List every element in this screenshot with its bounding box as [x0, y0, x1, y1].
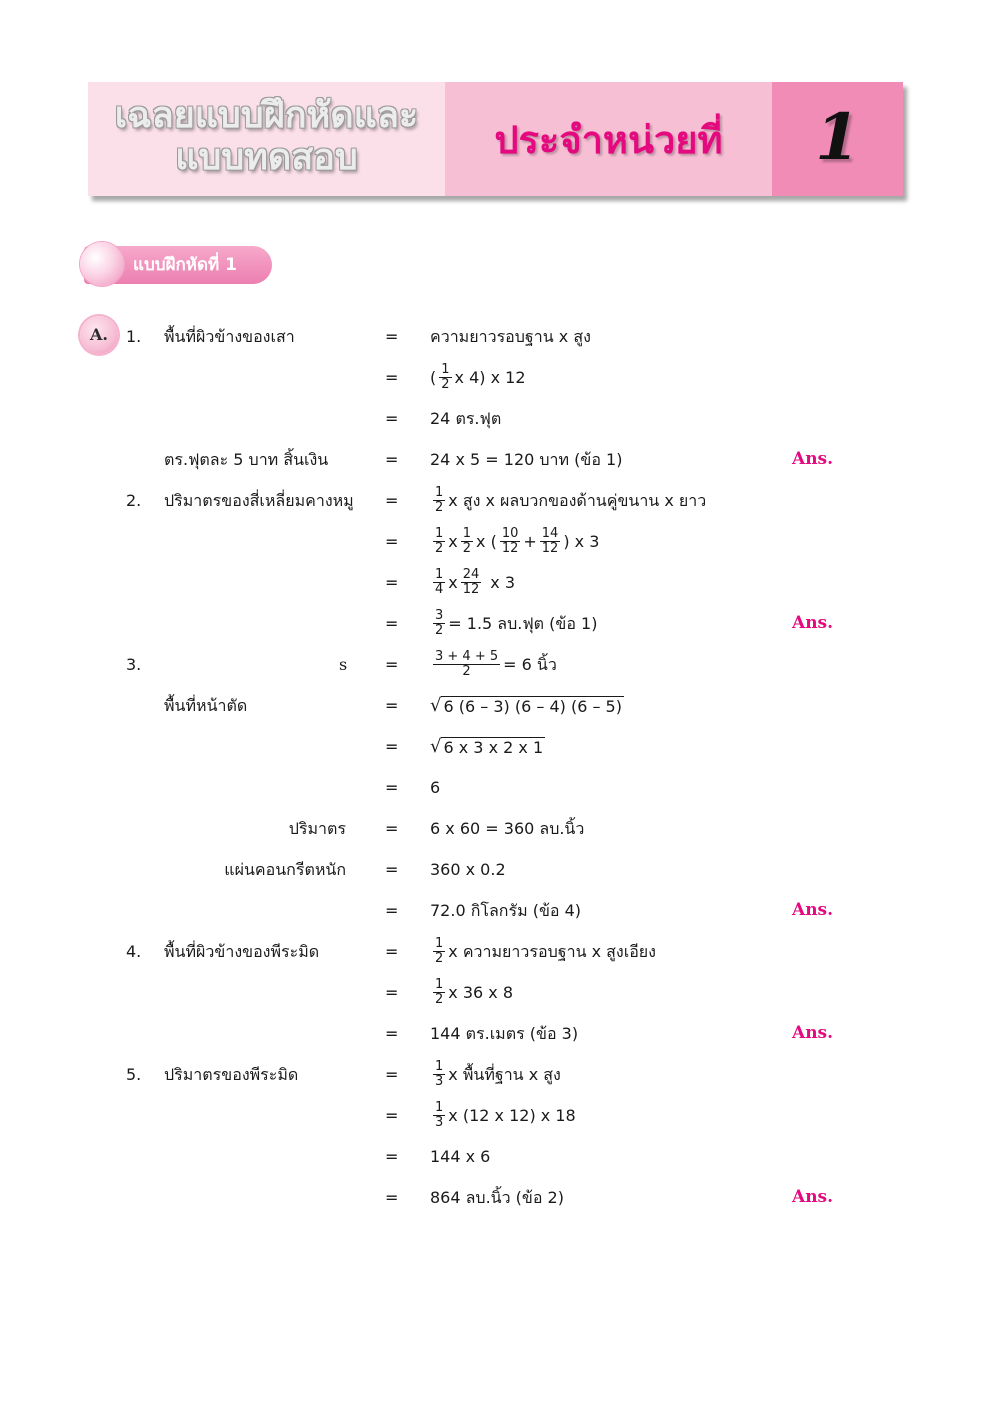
problem-number: 1.	[126, 327, 142, 346]
numerator: 3 + 4 + 5	[435, 649, 499, 664]
denominator: 2	[435, 623, 444, 638]
numerator: 1	[441, 362, 450, 377]
banner-unit-number: 1	[815, 100, 860, 175]
p1-row3	[0, 398, 992, 439]
equals-sign: =	[385, 942, 399, 961]
expression: 24 ตร.ฟุต	[430, 409, 502, 428]
numerator: 1	[435, 485, 444, 500]
numerator: 1	[462, 526, 472, 541]
equals-sign: =	[385, 901, 399, 920]
square-root	[430, 696, 624, 716]
expression: 6	[430, 778, 441, 797]
p1-row1	[0, 316, 992, 357]
equals-sign: =	[385, 1147, 399, 1166]
equals-sign: =	[385, 860, 399, 879]
equals-sign: =	[385, 1024, 399, 1043]
equals-sign: =	[385, 1065, 399, 1084]
expr-part: x (12 x 12) x 18	[448, 1106, 576, 1125]
fraction	[433, 1060, 445, 1089]
expression	[430, 603, 597, 644]
fraction	[433, 1101, 445, 1130]
step-label: แผ่นคอนกรีตหนัก	[224, 860, 346, 879]
answer-mark: Ans.	[792, 613, 834, 633]
denominator: 2	[435, 541, 444, 556]
expression	[430, 562, 515, 603]
p3-row1	[0, 644, 992, 685]
expr-part: = 1.5 ลบ.ฟุต (ข้อ 1)	[448, 614, 598, 633]
equals-sign: =	[385, 778, 399, 797]
exercise-label: แบบฝึกหัดที่ 1	[133, 255, 237, 275]
expression: 72.0 กิโลกรัม (ข้อ 4)	[430, 901, 582, 920]
fraction	[433, 978, 445, 1007]
p5-row3	[0, 1136, 992, 1177]
p2-row4	[0, 603, 992, 644]
problem-number: 5.	[126, 1065, 142, 1084]
numerator: 1	[435, 1100, 444, 1115]
p3-row7	[0, 890, 992, 931]
fraction	[433, 568, 445, 597]
expr-part: x	[448, 532, 458, 551]
denominator: 2	[462, 664, 471, 679]
expression	[430, 480, 706, 521]
denominator: 12	[501, 541, 519, 556]
problem-number: 3.	[126, 655, 142, 674]
denominator: 4	[435, 582, 444, 597]
semiperimeter-label: s	[339, 655, 348, 674]
step-label: พื้นที่หน้าตัด	[164, 696, 248, 715]
expression	[430, 972, 513, 1013]
expression: 6 x 60 = 360 ลบ.นิ้ว	[430, 819, 585, 838]
p3-row5	[0, 808, 992, 849]
answer-mark: Ans.	[792, 1023, 834, 1043]
fraction	[433, 609, 445, 638]
p3-row6	[0, 849, 992, 890]
expression: 24 x 5 = 120 บาท (ข้อ 1)	[430, 450, 623, 469]
fraction	[461, 568, 482, 597]
square-root	[430, 737, 545, 757]
expression	[430, 1054, 561, 1095]
expression	[430, 726, 545, 767]
numerator: 1	[435, 1059, 444, 1074]
step-label: ตร.ฟุตละ 5 บาท สิ้นเงิน	[164, 450, 329, 469]
equals-sign: =	[385, 655, 399, 674]
denominator: 12	[541, 541, 559, 556]
fraction	[433, 937, 445, 966]
radical-sign: √	[430, 694, 442, 716]
p2-row3	[0, 562, 992, 603]
numerator: 1	[435, 567, 444, 582]
equals-sign: =	[385, 737, 399, 756]
problem-label: พื้นที่ผิวข้างของพีระมิด	[164, 942, 320, 961]
denominator: 3	[435, 1115, 444, 1130]
equals-sign: =	[385, 983, 399, 1002]
p2-row1	[0, 480, 992, 521]
expr-part: +	[523, 532, 537, 551]
fraction	[540, 527, 561, 556]
numerator: 14	[541, 526, 559, 541]
radicand: 6 x 3 x 2 x 1	[443, 737, 544, 757]
expr-part: x	[448, 573, 458, 592]
numerator: 1	[435, 977, 444, 992]
fraction	[433, 527, 445, 556]
banner-number-box	[772, 82, 903, 196]
banner-unit-label: ประจำหน่วยที่	[494, 118, 723, 162]
expression: 144 ตร.เมตร (ข้อ 3)	[430, 1024, 579, 1043]
denominator: 2	[435, 951, 444, 966]
banner-title-line1: เฉลยแบบฝึกหัดและ	[114, 95, 419, 136]
numerator: 3	[435, 608, 444, 623]
expr-part: x 36 x 8	[448, 983, 514, 1002]
denominator: 2	[462, 541, 472, 556]
p5-row4	[0, 1177, 992, 1218]
banner-title-box	[88, 82, 445, 196]
banner-title-line2: แบบทดสอบ	[175, 137, 358, 178]
expr-part: x พื้นที่ฐาน x สูง	[448, 1065, 561, 1084]
p4-row1	[0, 931, 992, 972]
expr-part: x (	[476, 532, 497, 551]
numerator: 1	[435, 936, 444, 951]
numerator: 1	[435, 526, 444, 541]
expression: ความยาวรอบฐาน x สูง	[430, 327, 591, 346]
expression: 864 ลบ.นิ้ว (ข้อ 2)	[430, 1188, 564, 1207]
equals-sign: =	[385, 327, 399, 346]
equals-sign: =	[385, 614, 399, 633]
p2-row2	[0, 521, 992, 562]
answer-mark: Ans.	[792, 1187, 834, 1207]
expr-part: = 6 นิ้ว	[503, 655, 557, 674]
equals-sign: =	[385, 819, 399, 838]
p3-row3	[0, 726, 992, 767]
expression	[430, 644, 557, 685]
denominator: 2	[435, 992, 444, 1007]
expr-part: ) x 3	[563, 532, 600, 551]
denominator: 3	[435, 1074, 444, 1089]
equals-sign: =	[385, 696, 399, 715]
denominator: 2	[441, 377, 450, 392]
p1-row2	[0, 357, 992, 398]
p1-row4	[0, 439, 992, 480]
problem-number: 4.	[126, 942, 142, 961]
denominator: 12	[462, 582, 480, 597]
expr-part: x 3	[490, 573, 516, 592]
equals-sign: =	[385, 450, 399, 469]
fraction	[433, 486, 445, 515]
problem-label: พื้นที่ผิวข้างของเสา	[164, 327, 295, 346]
header-banner	[88, 82, 903, 196]
pill-bullet-icon	[80, 242, 124, 286]
p5-row1	[0, 1054, 992, 1095]
problem-number: 2.	[126, 491, 142, 510]
radicand: 6 (6 – 3) (6 – 4) (6 – 5)	[443, 696, 622, 716]
expression	[430, 521, 599, 562]
p4-row2	[0, 972, 992, 1013]
answer-mark: Ans.	[792, 449, 834, 469]
equals-sign: =	[385, 573, 399, 592]
fraction	[439, 363, 451, 392]
expr-part: x 4) x 12	[454, 368, 526, 387]
radical-sign: √	[430, 735, 442, 757]
equals-sign: =	[385, 368, 399, 387]
expression: 144 x 6	[430, 1147, 491, 1166]
expr-part: (	[430, 368, 437, 387]
banner-unit-box	[445, 82, 772, 196]
p3-row2	[0, 685, 992, 726]
fraction	[433, 650, 500, 679]
expression	[430, 931, 656, 972]
expression: 360 x 0.2	[430, 860, 506, 879]
p5-row2	[0, 1095, 992, 1136]
numerator: 24	[462, 567, 480, 582]
expression	[430, 357, 526, 398]
numerator: 10	[501, 526, 519, 541]
expression	[430, 1095, 576, 1136]
denominator: 2	[435, 500, 444, 515]
equals-sign: =	[385, 491, 399, 510]
equals-sign: =	[385, 409, 399, 428]
expr-part: x สูง x ผลบวกของด้านคู่ขนาน x ยาว	[448, 491, 707, 510]
step-label: ปริมาตร	[288, 819, 346, 838]
p3-row4	[0, 767, 992, 808]
section-badge: A.	[80, 316, 118, 354]
p4-row3	[0, 1013, 992, 1054]
equals-sign: =	[385, 1188, 399, 1207]
expr-part: x ความยาวรอบฐาน x สูงเอียง	[448, 942, 656, 961]
problem-label: ปริมาตรของสี่เหลี่ยมคางหมู	[164, 491, 354, 510]
equals-sign: =	[385, 532, 399, 551]
problem-label: ปริมาตรของพีระมิด	[164, 1065, 299, 1084]
fraction	[461, 527, 473, 556]
fraction	[500, 527, 521, 556]
equals-sign: =	[385, 1106, 399, 1125]
expression	[430, 685, 624, 726]
answer-mark: Ans.	[792, 900, 834, 920]
